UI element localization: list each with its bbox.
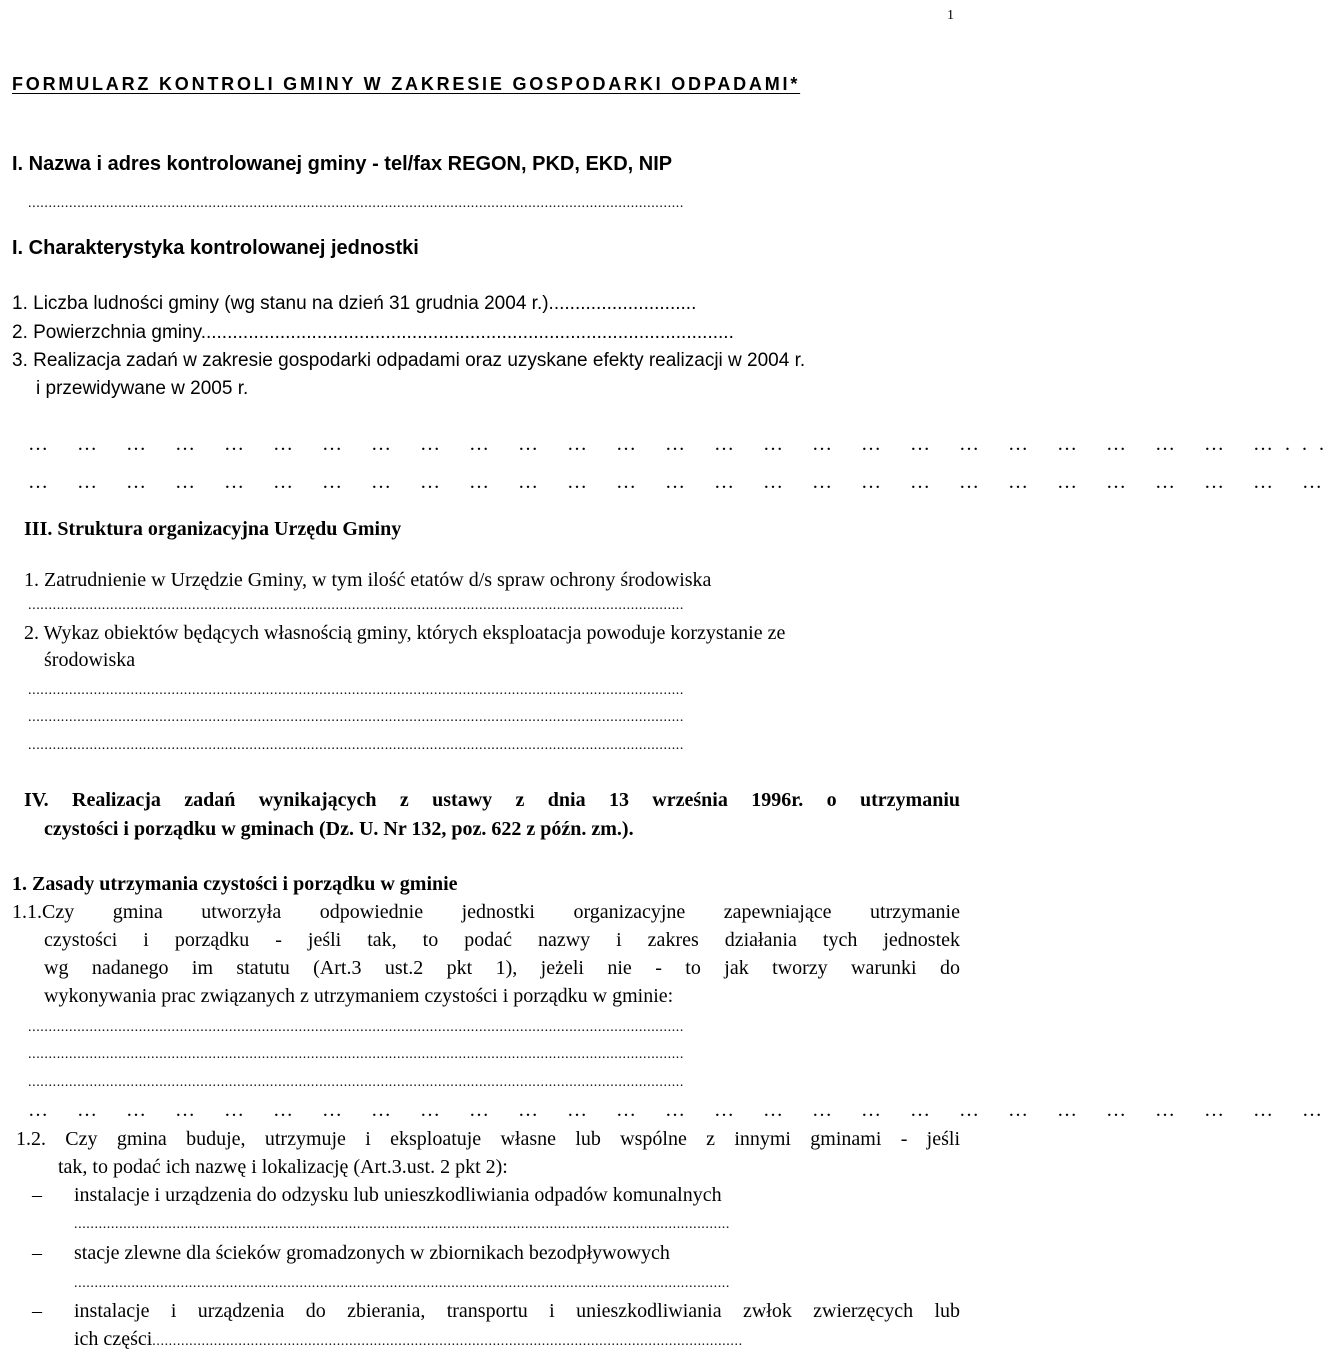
bullet-item-continuation	[74, 1327, 954, 1354]
fill-line: ................................................................................................................................................................	[28, 1075, 684, 1090]
fill-line: ................................................................................................................................................................	[28, 1020, 684, 1035]
employment-item: 1. Zatrudnienie w Urzędzie Gminy, w tym ilość etatów d/s spraw ochrony środowiska	[24, 569, 712, 591]
fill-line: ............................	[548, 293, 697, 314]
bullet-dash: –	[32, 1242, 42, 1264]
fill-line: ................................................................................................................................................	[152, 1334, 743, 1349]
section-3-heading: III. Struktura organizacyjna Urzędu Gminy	[24, 518, 402, 540]
question-1-1-line3: wg nadanego im statutu (Art.3 ust.2 pkt 1), jeżeli nie - to jak tworzy warunki do	[44, 957, 960, 979]
population-item	[12, 292, 696, 316]
bullet-dash: –	[32, 1300, 42, 1322]
population-label: 1. Liczba ludności gminy (wg stanu na dzień 31 grudnia 2004 r.)	[12, 293, 549, 314]
tasks-item-line1: 3. Realizacja zadań w zakresie gospodarki odpadami oraz uzyskane efekty realizacji w 2004 r.	[12, 350, 806, 371]
fill-line: ................................................................................................................................................................	[74, 1276, 730, 1291]
bullet-item: stacje zlewne dla ścieków gromadzonych w zbiornikach bezodpływowych	[74, 1242, 670, 1264]
bullet-item: instalacje i urządzenia do odzysku lub unieszkodliwiania odpadów komunalnych	[74, 1184, 722, 1206]
section-4-heading-line2: czystości i porządku w gminach (Dz. U. Nr 132, poz. 622 z późn. zm.).	[44, 818, 634, 840]
tasks-item-line2: i przewidywane w 2005 r.	[36, 378, 249, 399]
fill-line: ................................................................................................................................................................	[28, 598, 684, 613]
question-1-1-line2: czystości i porządku - jeśli tak, to podać nazwy i zakres działania tych jednostek	[44, 929, 960, 951]
objects-item-line1: 2. Wykaz obiektów będących własnością gminy, których eksploatacja powoduje korzystanie ze	[24, 622, 786, 644]
fill-line: ................................................................................................................................................................	[28, 1047, 684, 1062]
section-2-heading: I. Charakterystyka kontrolowanej jednostki	[12, 237, 419, 259]
question-1-2-line2: tak, to podać ich nazwę i lokalizację (Art.3.ust. 2 pkt 2):	[58, 1156, 508, 1178]
fill-line: ................................................................................................................................................................	[28, 683, 684, 698]
question-1-1-line1: 1.1.Czy gmina utworzyła odpowiednie jednostki organizacyjne zapewniające utrzymanie	[12, 901, 960, 923]
form-title: FORMULARZ KONTROLI GMINY W ZAKRESIE GOSPODARKI ODPADAMI*	[12, 74, 801, 94]
fill-line: .....................................................................................................	[200, 322, 734, 343]
question-1-1-line4: wykonywania prac związanych z utrzymaniem czystości i porządku w gminie:	[44, 985, 674, 1007]
fill-line: ................................................................................................................................................................	[28, 710, 684, 725]
objects-item-line2: środowiska	[44, 649, 136, 671]
area-label: 2. Powierzchnia gminy	[12, 322, 201, 343]
bullet-item-label: ich części	[74, 1328, 153, 1350]
area-item	[12, 321, 734, 345]
subsection-1-heading: 1. Zasady utrzymania czystości i porządku w gminie	[12, 873, 458, 895]
question-1-2-line1: 1.2. Czy gmina buduje, utrzymuje i eksploatuje własne lub wspólne z innymi gminami - jeśli	[16, 1128, 960, 1150]
fill-line: ................................................................................................................................................................	[74, 1217, 730, 1232]
bullet-dash: –	[32, 1184, 42, 1206]
fill-line: … … … … … … … … … … … … … … … … … … … … … … … … … … …	[28, 471, 1334, 493]
fill-line: ................................................................................................................................................................	[28, 738, 684, 753]
bullet-item: instalacje i urządzenia do zbierania, transportu i unieszkodliwiania zwłok zwierzęcych lub	[74, 1300, 960, 1322]
fill-line: … … … … … … … … … … … … … … … … … … … … … … … … … …...	[28, 433, 1336, 455]
page-number: 1	[947, 8, 954, 23]
section-4-heading-line1: IV. Realizacja zadań wynikających z ustawy z dnia 13 września 1996r. o utrzymaniu	[24, 789, 960, 811]
fill-line: … … … … … … … … … … … … … … … … … … … … … … … … … … …	[28, 1099, 1334, 1121]
section-1-heading: I. Nazwa i adres kontrolowanej gminy - tel/fax REGON, PKD, EKD, NIP	[12, 153, 673, 175]
fill-line: ................................................................................................................................................................	[28, 196, 684, 211]
